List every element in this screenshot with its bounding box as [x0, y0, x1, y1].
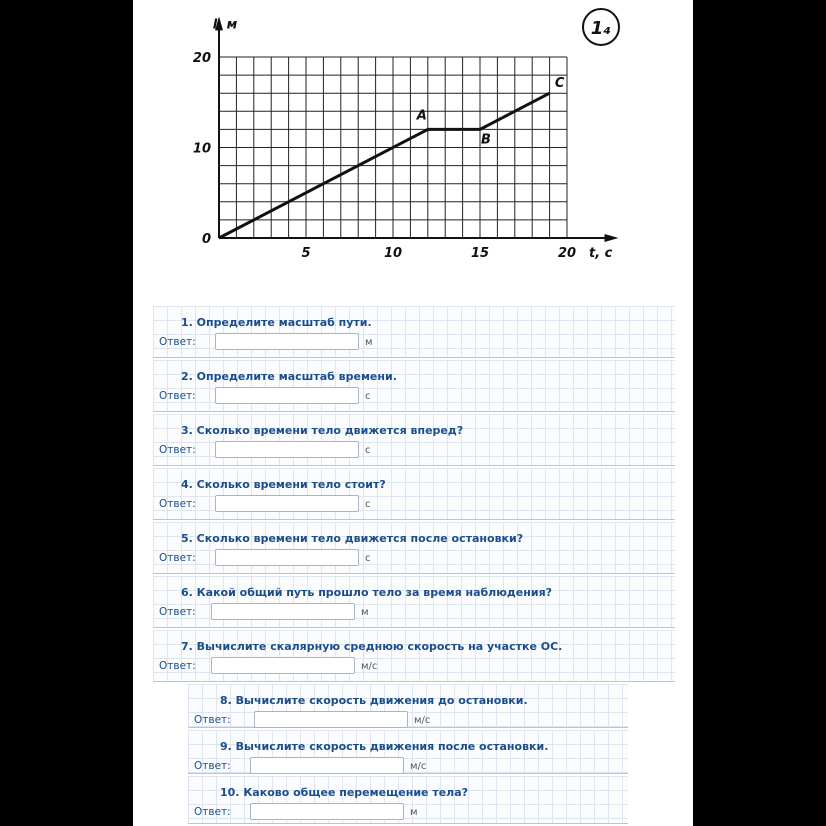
answer-unit: м/с — [361, 661, 378, 672]
x-tick-label: 5 — [301, 246, 311, 261]
answer-label: Ответ: — [159, 444, 196, 456]
question-block-9 — [188, 730, 628, 774]
chart-ticks — [193, 51, 576, 261]
question-text: 3. Сколько времени тело движется вперед? — [181, 424, 464, 437]
distance-time-chart — [133, 0, 693, 300]
answer-unit: с — [365, 445, 371, 456]
answer-label: Ответ: — [159, 660, 196, 672]
answer-input-1[interactable] — [215, 333, 359, 350]
question-block-8 — [188, 684, 628, 728]
answer-label: Ответ: — [159, 606, 196, 618]
answer-input-3[interactable] — [215, 441, 359, 458]
answer-label: Ответ: — [159, 390, 196, 402]
answer-input-10[interactable] — [250, 803, 404, 820]
answer-input-9[interactable] — [250, 757, 404, 774]
question-text: 8. Вычислите скорость движения до остановки. — [220, 694, 528, 707]
question-block-1 — [153, 306, 675, 358]
answer-input-6[interactable] — [211, 603, 355, 620]
answer-unit: м — [410, 807, 418, 818]
x-axis-arrow — [605, 234, 619, 242]
answer-unit: м/с — [410, 761, 427, 772]
answer-unit: с — [365, 391, 371, 402]
question-text: 7. Вычислите скалярную среднюю скорость на участке ОС. — [181, 640, 563, 653]
question-text: 10. Каково общее перемещение тела? — [220, 786, 469, 799]
answer-input-2[interactable] — [215, 387, 359, 404]
answer-label: Ответ: — [159, 552, 196, 564]
answer-label: Ответ: — [194, 714, 231, 726]
x-tick-label: 10 — [383, 246, 403, 261]
question-text: 5. Сколько времени тело движется после остановки? — [181, 532, 524, 545]
y-tick-label: 0 — [201, 232, 211, 247]
y-tick-label: 20 — [192, 51, 211, 66]
question-text: 4. Сколько времени тело стоит? — [181, 478, 386, 491]
y-tick-label: 10 — [192, 141, 211, 157]
question-block-3 — [153, 414, 675, 466]
answer-input-4[interactable] — [215, 495, 359, 512]
answer-unit: с — [365, 499, 371, 510]
page-marker — [583, 9, 619, 45]
question-block-10 — [188, 776, 628, 824]
answer-unit: м — [361, 607, 369, 618]
answer-unit: м — [365, 337, 373, 348]
question-block-7 — [153, 630, 675, 682]
point-label-c: C — [554, 76, 565, 92]
answer-unit: м/с — [414, 715, 431, 726]
x-tick-label: 15 — [470, 246, 490, 261]
answer-input-7[interactable] — [211, 657, 355, 674]
y-axis-label: l, м — [212, 17, 238, 33]
x-tick-label: 20 — [557, 246, 577, 261]
answer-input-8[interactable] — [254, 711, 408, 728]
page-marker-text: 1₄ — [590, 18, 612, 39]
answer-label: Ответ: — [194, 806, 231, 818]
question-text: 9. Вычислите скорость движения после остановки. — [220, 740, 549, 753]
question-block-4 — [153, 468, 675, 520]
worksheet-page — [133, 0, 693, 826]
answer-input-5[interactable] — [215, 549, 359, 566]
x-axis-label: t, c — [589, 246, 613, 261]
question-text: 2. Определите масштаб времени. — [181, 370, 397, 383]
question-text: 1. Определите масштаб пути. — [181, 316, 372, 329]
answer-unit: с — [365, 553, 371, 564]
question-block-2 — [153, 360, 675, 412]
answer-label: Ответ: — [159, 498, 196, 510]
point-label-b: B — [481, 132, 491, 148]
point-label-a: A — [416, 108, 427, 124]
answer-label: Ответ: — [194, 760, 231, 772]
chart-labels — [213, 17, 613, 261]
question-block-6 — [153, 576, 675, 628]
question-block-5 — [153, 522, 675, 574]
question-text: 6. Какой общий путь прошло тело за время наблюдения? — [181, 586, 553, 599]
answer-label: Ответ: — [159, 336, 196, 348]
